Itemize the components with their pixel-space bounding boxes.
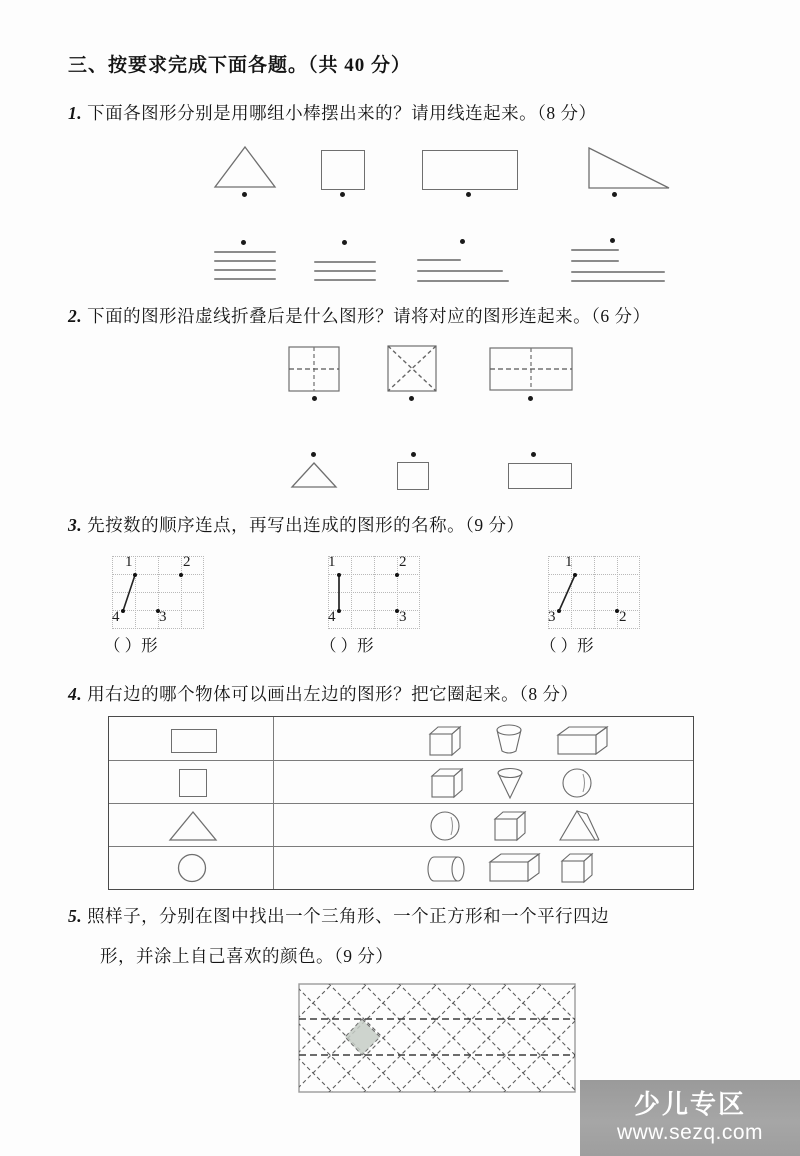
stick [214, 251, 276, 253]
solid-sphere[interactable] [561, 767, 593, 799]
connect-dot-sticks-1[interactable] [241, 240, 246, 245]
stick [314, 279, 376, 281]
watermark-url: www.sezq.com [616, 1121, 764, 1144]
result-rectangle-wide [508, 463, 572, 489]
stick [417, 259, 461, 261]
q3-grid-3[interactable] [548, 556, 640, 629]
connect-dot-shape-3[interactable] [466, 192, 471, 197]
solid-cuboid[interactable] [557, 726, 609, 756]
q3-answer-blank-3[interactable]: （ ）形 [540, 636, 594, 655]
q3-answer-blank-1[interactable]: （ ）形 [104, 636, 158, 655]
flat-shape-circle [177, 853, 209, 883]
shape-right-triangle [588, 147, 670, 189]
question-4-text [68, 681, 579, 706]
question-1-body: 下面各图形分别是用哪组小棒摆出来的？请用线连起来。（8 分） [87, 103, 597, 123]
connect-dot-sticks-2[interactable] [342, 240, 347, 245]
stick [314, 270, 376, 272]
stick [314, 261, 376, 263]
flat-shape-rectangle [171, 729, 217, 753]
solid-triangular-prism[interactable] [559, 810, 603, 842]
question-2-number: 2. [68, 306, 83, 326]
point-label-3: 3 [399, 609, 407, 625]
connect-dot-shape-1[interactable] [242, 192, 247, 197]
question-2-body: 下面的图形沿虚线折叠后是什么图形？请将对应的图形连起来。（6 分） [87, 306, 651, 326]
connect-dot-result-1[interactable] [311, 452, 316, 457]
shape-rectangle-wide [422, 150, 518, 190]
connect-dot-fold-1[interactable] [312, 396, 317, 401]
solid-cube[interactable] [561, 853, 595, 883]
point-label-1: 1 [565, 554, 573, 570]
q3-grid-2[interactable] [328, 556, 420, 629]
point-label-4: 4 [112, 609, 120, 625]
connect-dot-sticks-4[interactable] [610, 238, 615, 243]
connect-dot-fold-3[interactable] [528, 396, 533, 401]
connect-dot-result-3[interactable] [531, 452, 536, 457]
point-label-2: 2 [619, 609, 627, 625]
question-3-text [68, 512, 525, 537]
fold-square-cross [288, 346, 340, 392]
point-dot[interactable] [337, 573, 341, 577]
stick [417, 280, 509, 282]
point-label-3: 3 [548, 609, 556, 625]
stick [571, 271, 665, 273]
connect-dot-shape-4[interactable] [612, 192, 617, 197]
stick [214, 278, 276, 280]
fold-rectangle-cross [489, 347, 573, 391]
connect-dot-sticks-3[interactable] [460, 239, 465, 244]
q5-lattice-figure[interactable] [298, 983, 576, 1093]
stick [571, 260, 619, 262]
q4-match-table [108, 716, 694, 890]
point-label-1: 1 [328, 554, 336, 570]
point-label-4: 4 [328, 609, 336, 625]
section-heading: 三、按要求完成下面各题。（共 40 分） [68, 55, 412, 76]
solid-cuboid[interactable] [489, 853, 543, 883]
question-1-number: 1. [68, 103, 83, 123]
result-square-small [397, 462, 429, 490]
watermark-brand: 少儿专区 [633, 1089, 746, 1119]
result-triangle-flat [291, 462, 337, 488]
point-dot[interactable] [557, 609, 561, 613]
point-label-2: 2 [399, 554, 407, 570]
point-dot[interactable] [573, 573, 577, 577]
fold-square-diagonal [387, 345, 437, 392]
stick [417, 270, 503, 272]
point-dot[interactable] [395, 573, 399, 577]
point-dot[interactable] [121, 609, 125, 613]
solid-cone[interactable] [496, 767, 524, 799]
question-1-text [68, 100, 597, 125]
question-5-number: 5. [68, 906, 83, 926]
connect-dot-shape-2[interactable] [340, 192, 345, 197]
shape-triangle [214, 146, 276, 188]
solid-cube[interactable] [429, 726, 463, 756]
watermark [580, 1080, 800, 1156]
point-label-1: 1 [125, 554, 133, 570]
point-label-3: 3 [159, 609, 167, 625]
point-label-2: 2 [183, 554, 191, 570]
solid-truncated-cone[interactable] [495, 724, 523, 756]
stick [571, 249, 619, 251]
point-dot[interactable] [337, 609, 341, 613]
flat-shape-triangle [169, 811, 217, 841]
question-2-text [68, 303, 651, 328]
solid-sphere[interactable] [429, 810, 461, 842]
flat-shape-square [179, 769, 207, 797]
question-3-body: 先按数的顺序连点，再写出连成的图形的名称。（9 分） [87, 515, 525, 535]
solid-cube[interactable] [494, 811, 528, 841]
point-dot[interactable] [133, 573, 137, 577]
connect-dot-fold-2[interactable] [409, 396, 414, 401]
shape-square [321, 150, 365, 190]
solid-cube[interactable] [431, 768, 465, 798]
question-4-body: 用右边的哪个物体可以画出左边的图形？把它圈起来。（8 分） [87, 684, 579, 704]
question-5-body-line1: 照样子，分别在图中找出一个三角形、一个正方形和一个平行四边 [87, 906, 610, 926]
connect-dot-result-2[interactable] [411, 452, 416, 457]
stick [571, 280, 665, 282]
solid-cylinder[interactable] [427, 856, 467, 882]
q3-grid-1[interactable] [112, 556, 204, 629]
question-5-text [68, 903, 609, 928]
question-4-number: 4. [68, 684, 83, 704]
question-3-number: 3. [68, 515, 83, 535]
stick [214, 269, 276, 271]
q3-answer-blank-2[interactable]: （ ）形 [320, 636, 374, 655]
point-dot[interactable] [179, 573, 183, 577]
stick [214, 260, 276, 262]
question-5-body-line2: 形，并涂上自己喜欢的颜色。（9 分） [100, 946, 394, 966]
